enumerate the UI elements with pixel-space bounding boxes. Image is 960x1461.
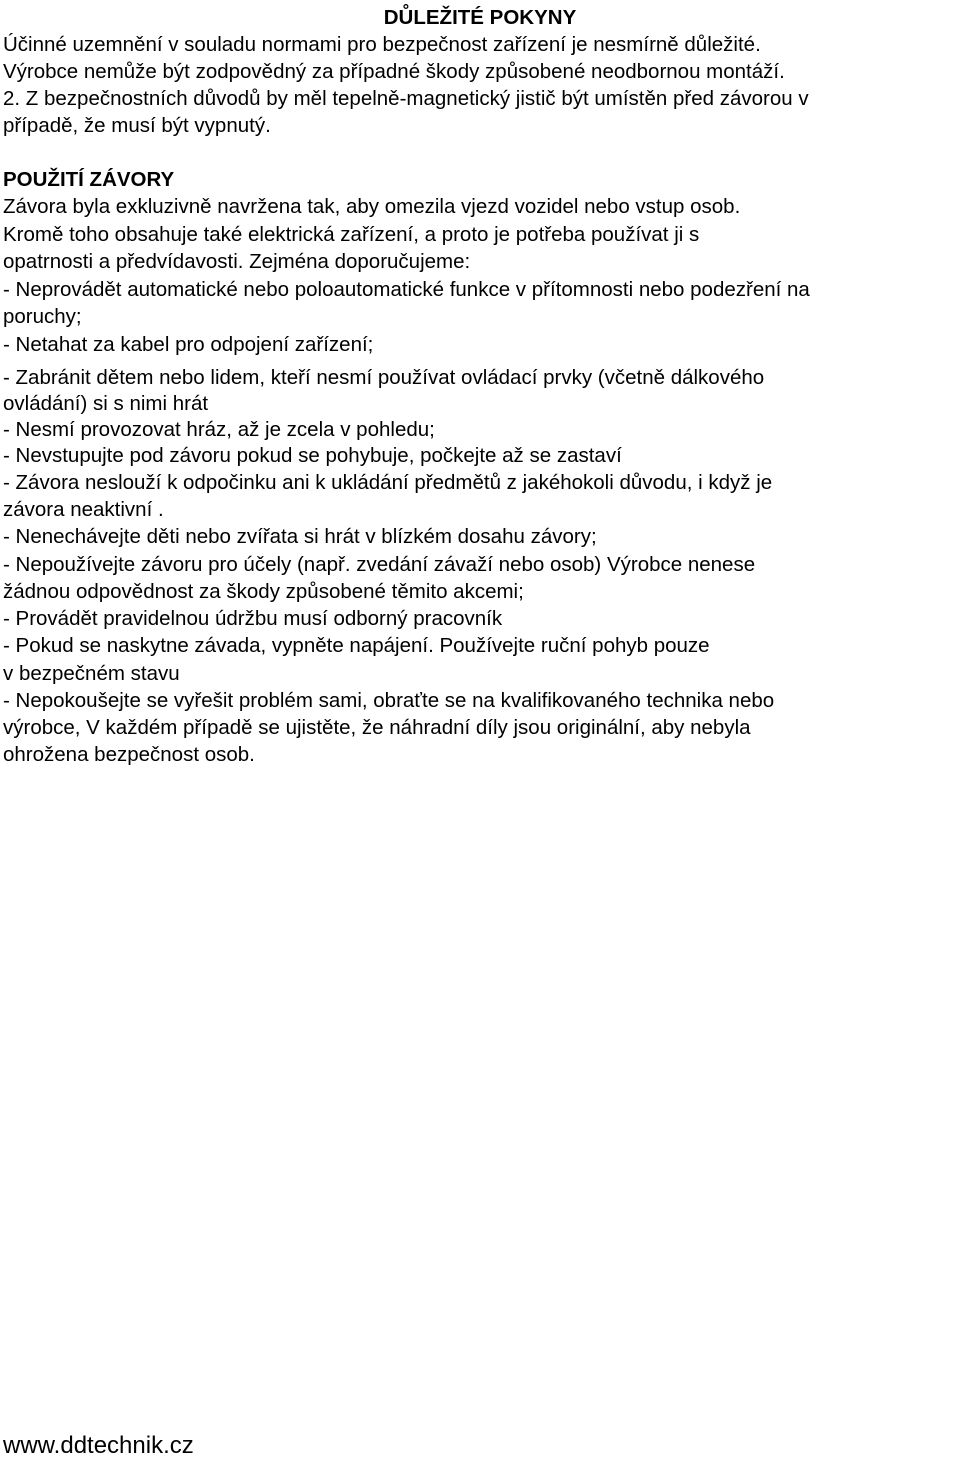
text-line: 2. Z bezpečnostních důvodů by měl tepelně-magnetický jistič být umístěn před závorou v <box>3 87 809 110</box>
text-line: Účinné uzemnění v souladu normami pro bezpečnost zařízení je nesmírně důležité. <box>3 33 761 56</box>
text-line: ovládání) si s nimi hrát <box>3 392 209 415</box>
list-item: - Netahat za kabel pro odpojení zařízení; <box>3 333 374 356</box>
text-line: žádnou odpovědnost za škody způsobené těmito akcemi; <box>3 580 524 603</box>
list-item: - Závora neslouží k odpočinku ani k ukládání předmětů z jakéhokoli důvodu, i když je <box>3 471 773 494</box>
list-item: - Nenechávejte děti nebo zvířata si hrát v blízkém dosahu závory; <box>3 525 597 548</box>
text-line: Závora byla exkluzivně navržena tak, aby omezila vjezd vozidel nebo vstup osob. <box>3 195 741 218</box>
section-heading: POUŽITÍ ZÁVORY <box>3 168 175 191</box>
list-item: - Nepoužívejte závoru pro účely (např. zvedání závaží nebo osob) Výrobce nenese <box>3 553 756 576</box>
list-item: - Zabránit dětem nebo lidem, kteří nesmí používat ovládací prvky (včetně dálkového <box>3 366 765 389</box>
list-item: - Provádět pravidelnou údržbu musí odborný pracovník <box>3 607 503 630</box>
list-item: - Pokud se naskytne závada, vypněte napájení. Používejte ruční pohyb pouze <box>3 634 710 657</box>
footer-website: www.ddtechnik.cz <box>3 1432 194 1459</box>
list-item: - Nepokoušejte se vyřešit problém sami, obraťte se na kvalifikovaného technika nebo <box>3 689 775 712</box>
list-item: - Neprovádět automatické nebo poloautomatické funkce v přítomnosti nebo podezření na <box>3 278 810 301</box>
list-item: - Nevstupujte pod závoru pokud se pohybuje, počkejte až se zastaví <box>3 444 622 467</box>
text-line: ohrožena bezpečnost osob. <box>3 743 255 766</box>
text-line: poruchy; <box>3 305 82 328</box>
text-line: opatrnosti a předvídavosti. Zejména doporučujeme: <box>3 250 471 273</box>
text-line: závora neaktivní . <box>3 498 164 521</box>
text-line: Výrobce nemůže být zodpovědný za případné škody způsobené neodbornou montáží. <box>3 60 785 83</box>
text-line: případě, že musí být vypnutý. <box>3 114 271 137</box>
text-line: Kromě toho obsahuje také elektrická zařízení, a proto je potřeba používat ji s <box>3 223 700 246</box>
document-title: DŮLEŽITÉ POKYNY <box>383 6 577 29</box>
text-line: v bezpečném stavu <box>3 662 180 685</box>
text-line: výrobce, V každém případě se ujistěte, že náhradní díly jsou originální, aby nebyla <box>3 716 751 739</box>
list-item: - Nesmí provozovat hráz, až je zcela v pohledu; <box>3 418 435 441</box>
